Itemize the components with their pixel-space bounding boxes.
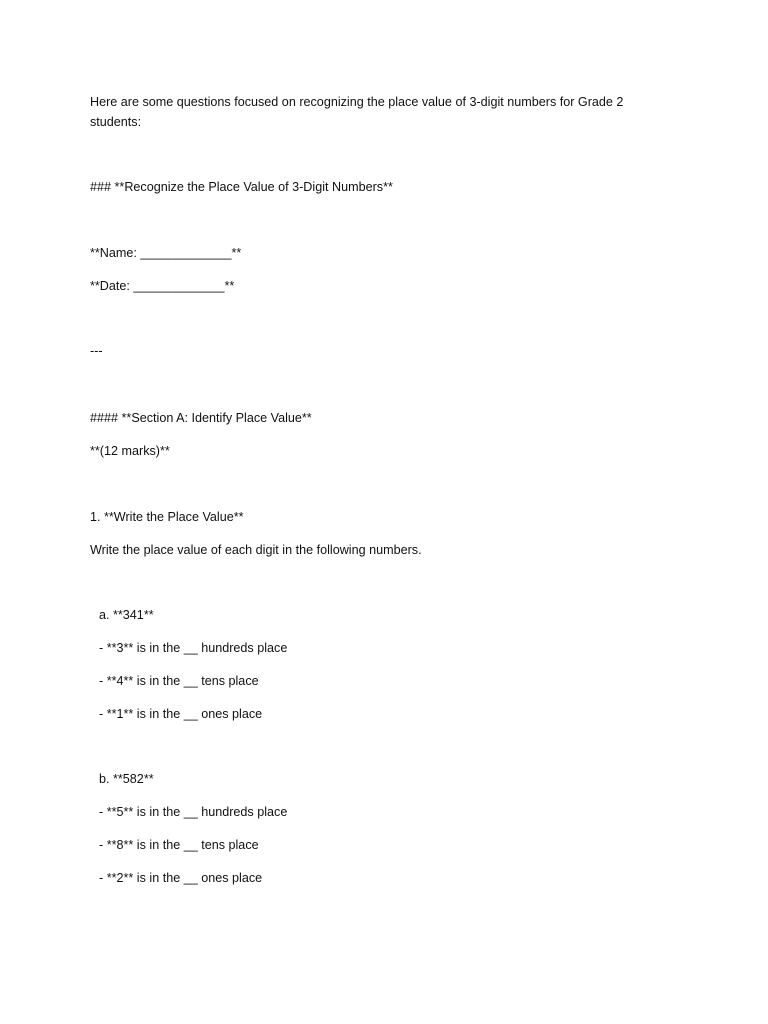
section-heading: #### **Section A: Identify Place Value** bbox=[90, 411, 312, 425]
intro-paragraph: Here are some questions focused on recognizing the place value of 3-digit numbers for Grade 2 students: bbox=[90, 95, 624, 129]
part-a-item: - **3** is in the __ hundreds place bbox=[99, 641, 288, 655]
question-1-instruction: Write the place value of each digit in the following numbers. bbox=[90, 543, 422, 557]
part-a-label: a. **341** bbox=[99, 608, 154, 622]
part-b-item: - **8** is in the __ tens place bbox=[99, 838, 259, 852]
date-line: **Date: _____________** bbox=[90, 279, 235, 293]
worksheet-heading: ### **Recognize the Place Value of 3-Digit Numbers** bbox=[90, 180, 393, 194]
part-a-item: - **1** is in the __ ones place bbox=[99, 707, 263, 721]
name-line: **Name: _____________** bbox=[90, 246, 242, 260]
part-a-item: - **4** is in the __ tens place bbox=[99, 674, 259, 688]
part-b-label: b. **582** bbox=[99, 772, 154, 786]
part-b-item: - **2** is in the __ ones place bbox=[99, 871, 263, 885]
question-1-title: 1. **Write the Place Value** bbox=[90, 510, 244, 524]
section-marks: **(12 marks)** bbox=[90, 444, 170, 458]
separator-line: --- bbox=[90, 344, 103, 358]
part-b-item: - **5** is in the __ hundreds place bbox=[99, 805, 288, 819]
